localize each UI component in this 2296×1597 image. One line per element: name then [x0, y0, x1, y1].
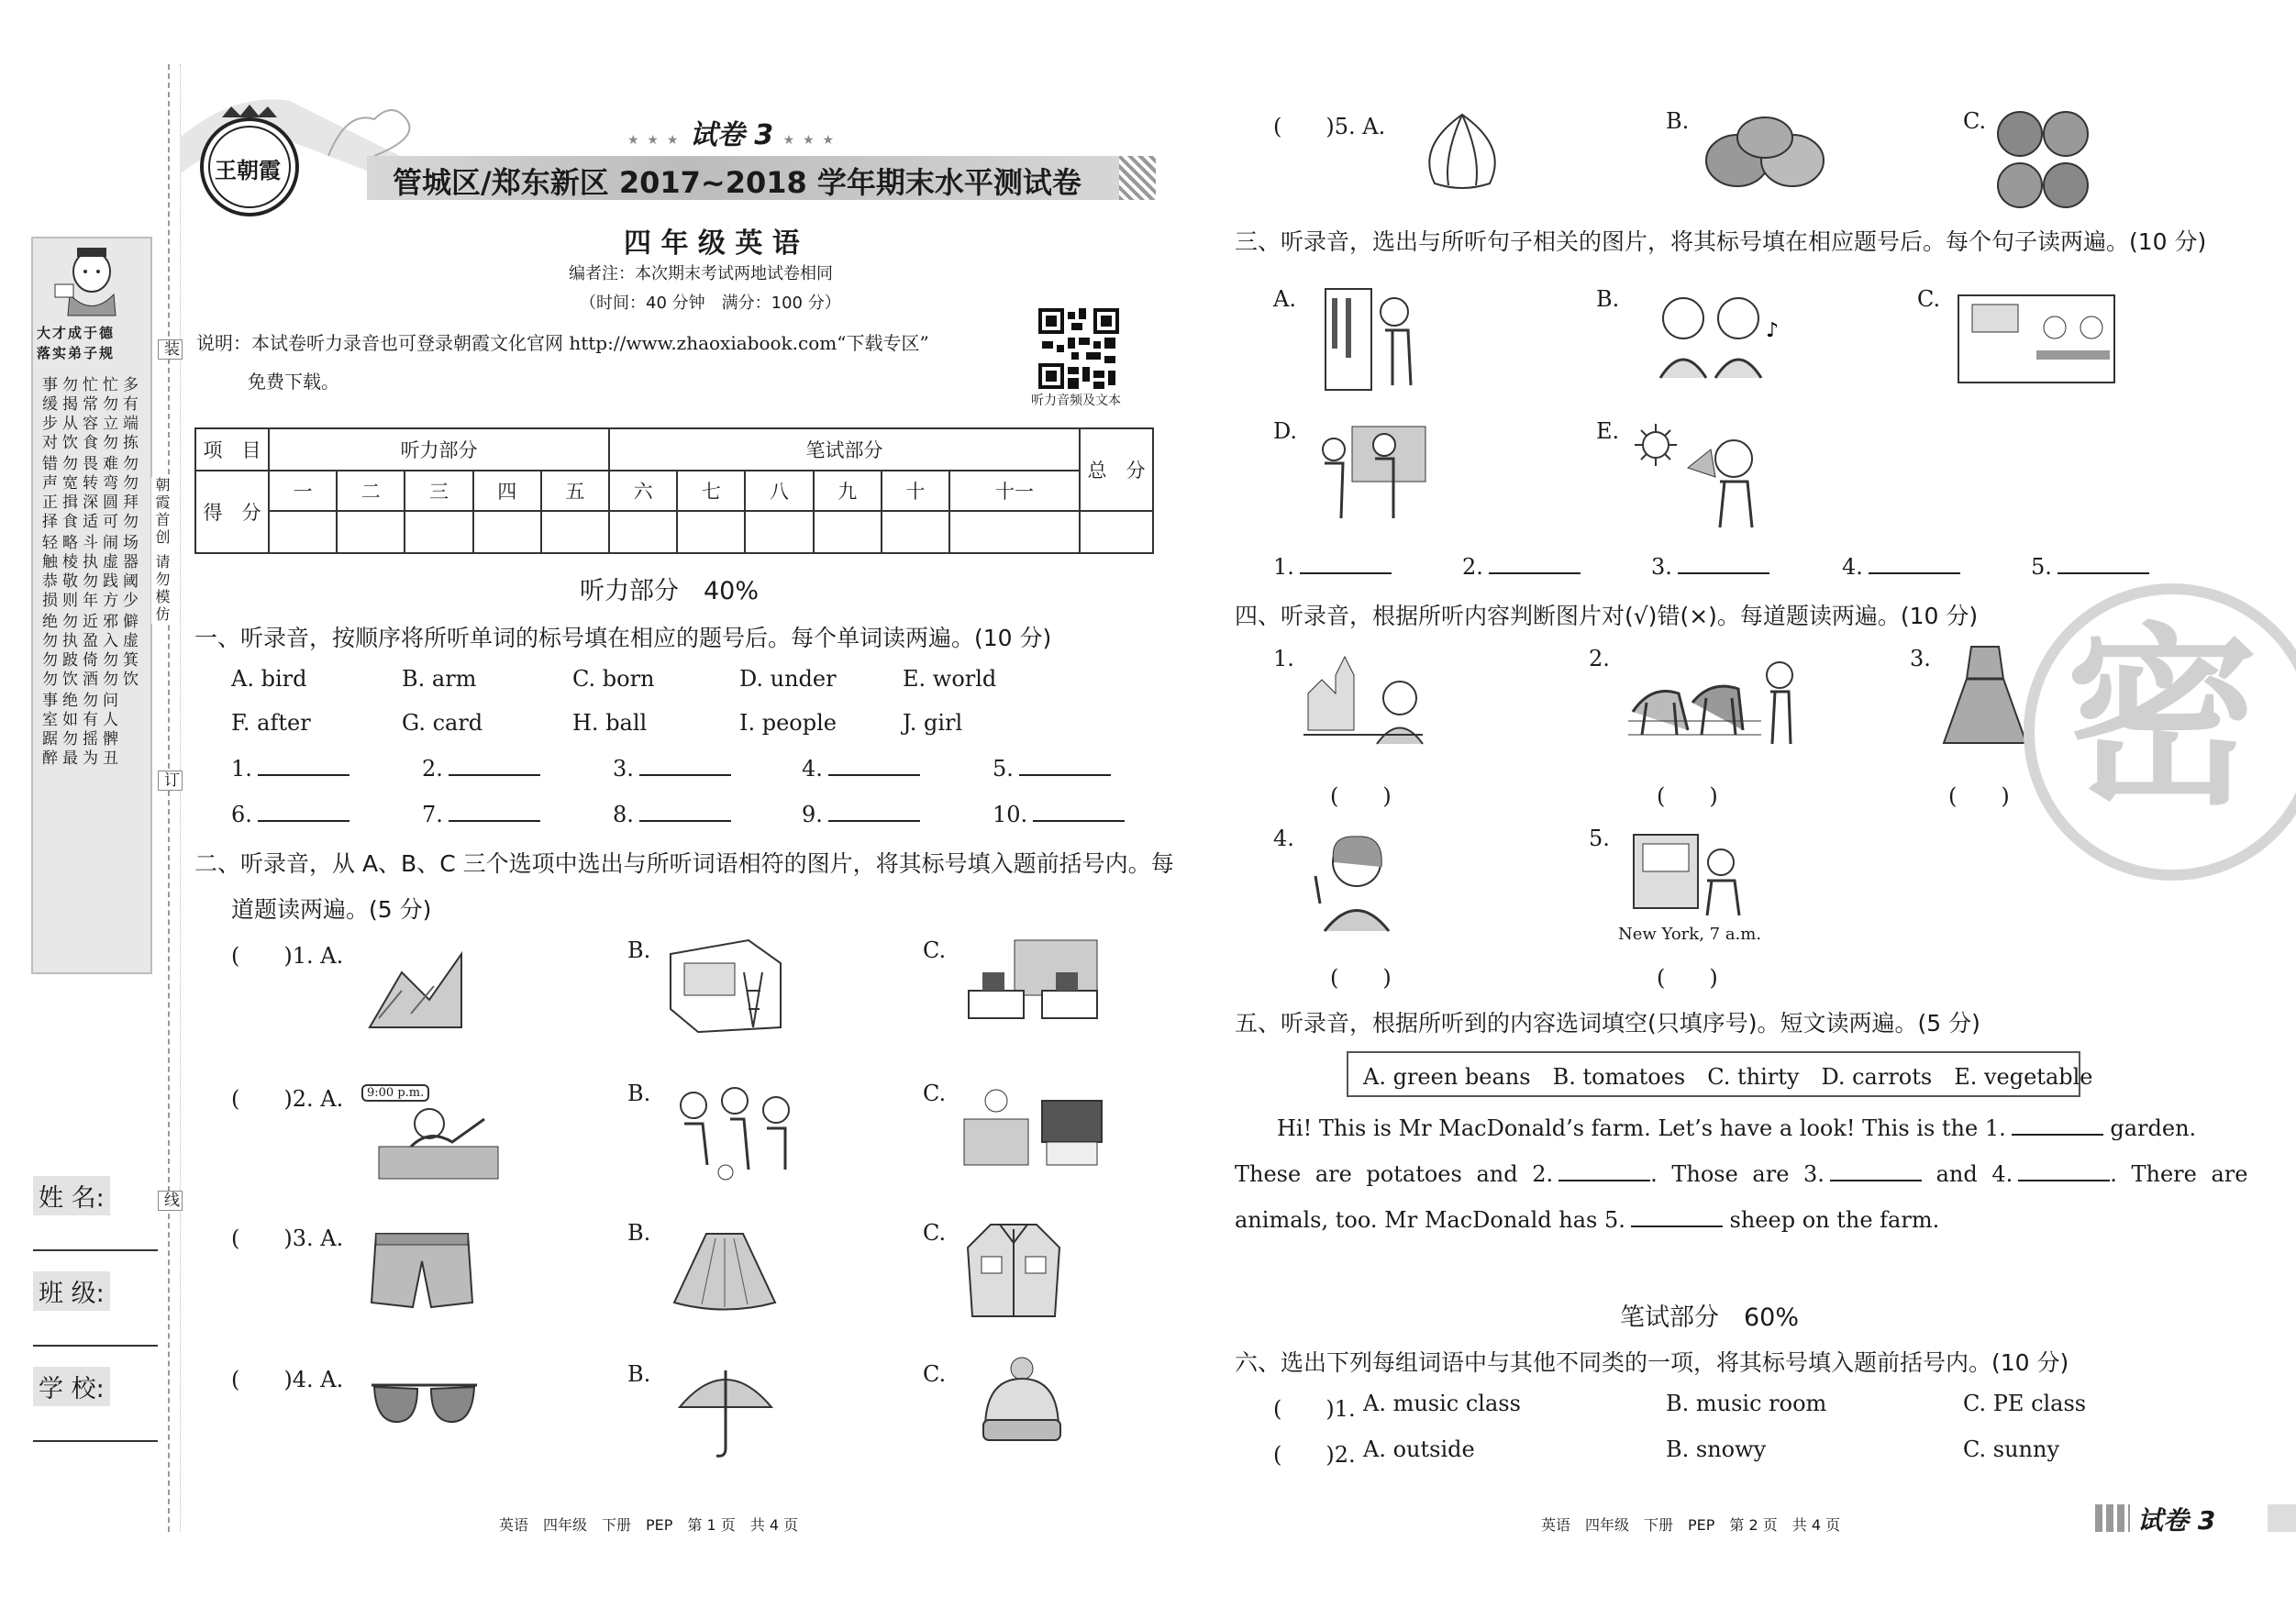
q5-passage-line-1: Hi! This is Mr MacDonald’s farm. Let’s have a look! This is the 1. garden. — [1277, 1115, 2197, 1141]
qr-code-icon[interactable] — [1038, 308, 1119, 389]
q5-blank-5[interactable] — [1631, 1207, 1723, 1227]
q4-check-1[interactable]: ( ) — [1330, 783, 1392, 809]
q6-item-1-c: C. PE class — [1963, 1391, 2087, 1416]
school-label: 学 校: — [33, 1367, 110, 1406]
umbrella-icon — [675, 1361, 776, 1462]
q6-item-1-a: A. music class — [1363, 1391, 1521, 1416]
rule-col: 难弯圆可 — [99, 455, 117, 532]
q4-caption-5: New York, 7 a.m. — [1618, 925, 1762, 944]
onion-icon — [1407, 110, 1517, 193]
girls-music-icon — [1642, 286, 1789, 387]
footer-badge-dots — [2095, 1504, 2130, 1532]
q1-answer[interactable]: 4. — [802, 756, 920, 782]
rule-col: 勿勿拜勿 — [119, 455, 138, 532]
score-col: 四 — [473, 471, 541, 511]
q3-answer[interactable]: 4. — [1842, 554, 1960, 580]
q2-item-3-b: B. — [627, 1220, 651, 1246]
q2-item-2-c: C. — [923, 1081, 947, 1106]
score-col: 十一 — [949, 471, 1080, 511]
rule-col: 事室踞醉 — [39, 692, 57, 769]
rule-col: 轻触恭损 — [39, 534, 57, 611]
rule-col: 绝如勿最 — [59, 692, 77, 769]
watching-tv-icon — [959, 1082, 1106, 1174]
q1-option: G. card — [402, 710, 483, 736]
shorts-icon — [367, 1229, 477, 1312]
apples-icon — [1992, 105, 2093, 215]
man-closet-icon — [1321, 284, 1422, 394]
score-row-label: 得 分 — [195, 471, 269, 553]
q6-item-2-a: A. outside — [1363, 1436, 1475, 1462]
sidebar-rules — [39, 376, 147, 963]
sidebar-motto-panel — [31, 237, 152, 974]
q4-label-4: 4. — [1273, 826, 1294, 851]
rule-col: 畏转深适 — [79, 455, 97, 532]
q3-answer[interactable]: 5. — [2031, 554, 2149, 580]
q2-item-1[interactable]: ( )1. A. — [231, 943, 344, 969]
time-score: （时间：40 分钟 满分：100 分） — [580, 294, 841, 313]
rule-col: 忙常容食 — [79, 376, 97, 453]
brand-logo-text: 王朝霞 — [215, 158, 281, 183]
hot-day-fan-icon — [1633, 422, 1780, 532]
q1-answer[interactable]: 5. — [993, 756, 1111, 782]
girl-waving-icon — [1297, 826, 1398, 936]
q5-blank-1[interactable] — [2012, 1115, 2103, 1136]
score-col: 六 — [609, 471, 677, 511]
q4-label-2: 2. — [1589, 646, 1610, 671]
rule-col: 多有端拣 — [119, 376, 138, 453]
score-cell[interactable] — [949, 511, 1080, 553]
q3-label-e: E. — [1596, 418, 1620, 444]
q5-passage-line-2: These are potatoes and 2. . Those are 3. and 4. . There are — [1235, 1161, 2248, 1187]
q1-option: J. girl — [903, 710, 963, 736]
q1-answer[interactable]: 9. — [802, 802, 920, 827]
rule-col: 忙勿立勿 — [99, 376, 117, 453]
binding-dashed-line-2 — [180, 64, 181, 1532]
q1-option: E. world — [903, 666, 997, 692]
binding-mark-zhuang: 装 — [158, 339, 183, 360]
listening-heading: 听力部分 40% — [580, 577, 760, 605]
q2-item-5-b: B. — [1666, 108, 1690, 134]
q2-title-2: 道题读两遍。(5 分) — [231, 896, 432, 923]
q1-title: 一、听录音，按顺序将所听单词的标号填在相应的题号后。每个单词读两遍。(10 分) — [194, 625, 1052, 651]
boy-waking-icon — [374, 1101, 512, 1183]
sunglasses-icon — [367, 1376, 482, 1431]
q3-label-a: A. — [1273, 286, 1296, 312]
art-room-icon — [666, 936, 785, 1037]
clock-label: 9:00 p.m. — [361, 1084, 429, 1102]
rule-col: 勿执跛饮 — [59, 613, 77, 690]
class-label: 班 级: — [33, 1271, 110, 1311]
rule-col: 勿有摇为 — [79, 692, 97, 769]
rule-col: 场器阈少 — [119, 534, 138, 611]
q1-answer[interactable]: 3. — [613, 756, 731, 782]
q3-answer[interactable]: 3. — [1651, 554, 1769, 580]
q6-item-2-c: C. sunny — [1963, 1436, 2060, 1462]
rule-col: 错声正择 — [39, 455, 57, 532]
binding-mark-ding: 订 — [158, 771, 183, 791]
binding-mark-xian: 线 — [158, 1191, 183, 1211]
name-field[interactable] — [33, 1249, 158, 1251]
q4-label-5: 5. — [1589, 826, 1610, 851]
q3-label-c: C. — [1917, 286, 1941, 312]
q5-title: 五、听录音，根据所听到的内容选词填空(只填序号)。短文读两遍。(5 分) — [1235, 1010, 1980, 1037]
q3-title: 三、听录音，选出与所听句子相关的图片，将其标号填在相应题号后。每个句子读两遍。(10 分) — [1235, 228, 2207, 255]
series-text: 试卷 3 — [689, 119, 774, 151]
potatoes-icon — [1701, 110, 1829, 193]
editor-note: 编者注：本次期末考试两地试卷相同 — [569, 264, 833, 283]
score-cell[interactable] — [541, 511, 609, 553]
rule-col: 事缓步对 — [39, 376, 57, 453]
q1-option: I. people — [739, 710, 837, 736]
q2-item-1-c: C. — [923, 937, 947, 963]
score-col: 二 — [337, 471, 405, 511]
q1-option: C. born — [572, 666, 655, 692]
skirt-icon — [670, 1229, 780, 1312]
q2-item-4[interactable]: ( )4. A. — [231, 1367, 344, 1392]
notice-text: 说明：本试卷听力录音也可登录朝霞文化官网 http://www.zhaoxiabook.com“下载专区” — [196, 332, 929, 354]
q1-option: D. under — [739, 666, 837, 692]
q1-option: H. ball — [572, 710, 648, 736]
q3-answer[interactable]: 1. — [1273, 554, 1392, 580]
q4-label-1: 1. — [1273, 646, 1294, 671]
q2-item-2-b: B. — [627, 1081, 651, 1106]
q2-item-1-b: B. — [627, 937, 651, 963]
score-col: 十 — [882, 471, 949, 511]
q4-check-4[interactable]: ( ) — [1330, 965, 1392, 991]
q1-option: B. arm — [402, 666, 477, 692]
q6-item-2-b: B. snowy — [1666, 1436, 1767, 1462]
score-cell[interactable] — [609, 511, 677, 553]
score-cell[interactable] — [405, 511, 472, 553]
jacket-icon — [963, 1220, 1064, 1321]
q2-item-5-c: C. — [1963, 108, 1987, 134]
total-header: 总 分 — [1080, 428, 1153, 511]
hill-icon — [365, 936, 466, 1037]
rule-col: 斗执勿年 — [79, 534, 97, 611]
q6-item-2[interactable]: ( )2. — [1273, 1442, 1356, 1468]
qr-caption: 听力音频及文本 — [1031, 394, 1121, 408]
notice-text-2: 免费下载。 — [248, 371, 339, 393]
subject-title: 四 年 级 英 语 — [624, 227, 800, 260]
kids-board-icon — [1315, 422, 1435, 523]
q2-item-4-b: B. — [627, 1361, 651, 1387]
q1-answer[interactable]: 8. — [613, 802, 731, 827]
q1-answer[interactable]: 6. — [231, 802, 349, 827]
q5-blank-4[interactable] — [2018, 1161, 2110, 1181]
q2-item-5[interactable]: ( )5. A. — [1273, 114, 1386, 139]
score-col: 五 — [541, 471, 609, 511]
exam-title: 管城区/郑东新区 2017~2018 学年期末水平测试卷 — [393, 165, 1081, 200]
footer-badge: 试卷 3 — [2137, 1505, 2216, 1536]
q6-item-1[interactable]: ( )1. — [1273, 1396, 1356, 1422]
rule-col: 勿宽揖食 — [59, 455, 77, 532]
footer-badge-band — [2268, 1504, 2296, 1532]
rule-col: 问人髀丑 — [99, 692, 117, 769]
score-cell[interactable] — [814, 511, 882, 553]
name-label: 姓 名: — [33, 1176, 110, 1215]
hat-icon — [976, 1356, 1068, 1447]
rule-col: 绝勿勿勿 — [39, 613, 57, 690]
q1-answer[interactable]: 7. — [422, 802, 540, 827]
q4-title: 四、听录音，根据所听内容判断图片对(√)错(×)。每道题读两遍。(10 分) — [1235, 603, 1979, 629]
q5-blank-3[interactable] — [1830, 1161, 1922, 1181]
score-cell[interactable] — [882, 511, 949, 553]
motto-line-1: 大才成于德 — [37, 325, 116, 341]
rule-col: 邪入勿勿 — [99, 613, 117, 690]
moscow-snow-icon — [1299, 648, 1427, 749]
man-window-icon — [1629, 826, 1748, 917]
scholar-icon — [51, 244, 132, 317]
q2-item-2[interactable]: ( )2. A. — [231, 1086, 344, 1112]
q4-check-5[interactable]: ( ) — [1657, 965, 1718, 991]
score-row-label: 项 目 — [195, 428, 269, 471]
q1-answer[interactable]: 1. — [231, 756, 349, 782]
confidential-stamp-text: 密 — [2066, 606, 2259, 831]
rule-col: 略棱敬则 — [59, 534, 77, 611]
writing-heading: 笔试部分 60% — [1620, 1303, 1800, 1332]
q4-label-3: 3. — [1910, 646, 1931, 671]
score-cell[interactable] — [745, 511, 813, 553]
q1-answer[interactable]: 10. — [993, 802, 1125, 827]
q2-item-3-c: C. — [923, 1220, 947, 1246]
q1-answer[interactable]: 2. — [422, 756, 540, 782]
svg-text:♪: ♪ — [1766, 319, 1780, 342]
q1-option: A. bird — [231, 666, 307, 692]
rule-col: 僻虚箕饮 — [119, 613, 138, 690]
q2-item-3[interactable]: ( )3. A. — [231, 1225, 344, 1251]
rule-col: 闹虚践方 — [99, 534, 117, 611]
binding-dashed-line — [168, 64, 170, 1532]
kids-football-icon — [666, 1082, 804, 1183]
binding-mark-notice: 朝霞首创 请勿模仿 — [153, 477, 171, 625]
school-field[interactable] — [33, 1440, 158, 1442]
score-cell[interactable] — [473, 511, 541, 553]
q2-title: 二、听录音，从 A、B、C 三个选项中选出与所听词语相符的图片，将其标号填入题前括号内。每 — [194, 850, 1174, 877]
heart-flourish-icon — [319, 92, 429, 165]
footer-right: 英语 四年级 下册 PEP 第 2 页 共 4 页 — [1541, 1516, 1841, 1534]
q4-check-2[interactable]: ( ) — [1657, 783, 1718, 809]
rule-col: 勿揭从饮 — [59, 376, 77, 453]
q5-passage-line-3: animals, too. Mr MacDonald has 5. sheep on the farm. — [1235, 1207, 1940, 1233]
dress-icon — [1939, 642, 2031, 752]
score-cell-total[interactable] — [1080, 511, 1153, 553]
farm-horses-icon — [1624, 648, 1807, 749]
q5-word-box-text: A. green beans B. tomatoes C. thirty D. carrots E. vegetable — [1363, 1064, 2093, 1090]
score-table — [194, 427, 1154, 554]
class-field[interactable] — [33, 1345, 158, 1347]
score-cell[interactable] — [337, 511, 405, 553]
score-col: 八 — [745, 471, 813, 511]
motto-line-2: 落实弟子规 — [37, 345, 116, 361]
q3-label-b: B. — [1596, 286, 1620, 312]
q4-check-3[interactable]: ( ) — [1948, 783, 2010, 809]
listening-header: 听力部分 — [269, 428, 609, 471]
score-col: 三 — [405, 471, 472, 511]
q5-blank-2[interactable] — [1558, 1161, 1650, 1181]
score-col: 七 — [677, 471, 745, 511]
score-col: 九 — [814, 471, 882, 511]
q3-answer[interactable]: 2. — [1462, 554, 1581, 580]
score-cell[interactable] — [677, 511, 745, 553]
computer-room-icon — [959, 936, 1106, 1037]
q6-title: 六、选出下列每组词语中与其他不同类的一项，将其标号填入题前括号内。(10 分) — [1235, 1349, 2069, 1376]
series-label: ★ ★ ★ 试卷 3 ★ ★ ★ — [627, 119, 837, 151]
writing-header: 笔试部分 — [609, 428, 1080, 471]
q2-item-4-c: C. — [923, 1361, 947, 1387]
q6-item-1-b: B. music room — [1666, 1391, 1827, 1416]
score-col: 一 — [269, 471, 337, 511]
classroom-icon — [1954, 286, 2119, 387]
footer-left: 英语 四年级 下册 PEP 第 1 页 共 4 页 — [499, 1516, 799, 1534]
q1-option: F. after — [231, 710, 311, 736]
score-cell[interactable] — [269, 511, 337, 553]
rule-col: 近盈倚酒 — [79, 613, 97, 690]
q3-label-d: D. — [1273, 418, 1298, 444]
title-band-dots — [1119, 156, 1156, 200]
